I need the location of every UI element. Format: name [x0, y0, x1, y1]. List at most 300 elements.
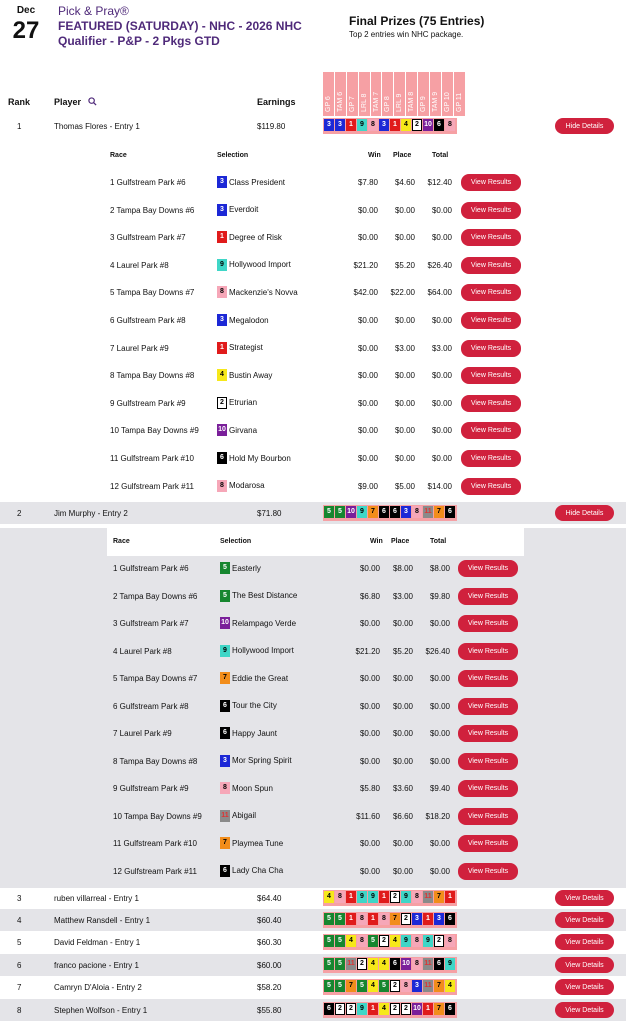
- saddlecloth-number: 8: [220, 782, 230, 794]
- saddlecloth-number: 8: [445, 935, 455, 947]
- race-result-row: [0, 253, 626, 279]
- view-results-button[interactable]: View Results: [458, 588, 518, 605]
- saddlecloth-number: 4: [379, 1003, 389, 1015]
- saddlecloth-number: 5: [220, 590, 230, 602]
- view-details-button[interactable]: View Details: [555, 912, 614, 928]
- saddlecloth-number: 3: [412, 980, 422, 992]
- view-details-button[interactable]: View Details: [555, 934, 614, 950]
- total-payout: $0.00: [429, 729, 450, 738]
- place-payout: $0.00: [394, 233, 415, 243]
- saddlecloth-number: 1: [379, 891, 389, 903]
- win-payout: $6.80: [359, 591, 380, 601]
- player-name[interactable]: Matthew Ransdell - Entry 1: [54, 916, 151, 925]
- selection: [217, 397, 257, 409]
- place-payout: $8.00: [392, 564, 413, 573]
- saddlecloth-number: 4: [390, 935, 400, 947]
- win-payout: $0.00: [357, 426, 378, 436]
- saddlecloth-number: 1: [217, 231, 227, 243]
- saddlecloth-number: 6: [220, 700, 230, 712]
- saddlecloth-number: 7: [434, 891, 444, 903]
- player-column-label: Player: [54, 97, 82, 107]
- leaderboard-row: [0, 976, 626, 998]
- race-column-label: GP 7: [348, 96, 356, 112]
- race-column-label: TAM 7: [372, 91, 380, 112]
- win-payout: $0.00: [357, 398, 378, 408]
- saddlecloth-number: 1: [390, 119, 400, 131]
- win-payout: $5.80: [359, 784, 380, 793]
- win-payout: $0.00: [359, 839, 380, 848]
- race-column-label: LRL 9: [396, 93, 404, 112]
- horse-name: Class President: [229, 177, 286, 187]
- total-payout: $8.00: [429, 564, 450, 573]
- view-results-button[interactable]: View Results: [461, 340, 521, 357]
- view-results-button[interactable]: View Results: [461, 202, 521, 219]
- place-payout: $0.00: [392, 619, 413, 628]
- total-payout: $0.00: [431, 454, 452, 463]
- entry-details-panel: [0, 528, 626, 888]
- place-payout: $0.00: [394, 371, 415, 381]
- rank-value: 5: [17, 938, 22, 947]
- race-column-header: [394, 72, 406, 116]
- horse-name: Everdoit: [229, 205, 259, 215]
- horse-name: Etrurian: [229, 398, 258, 408]
- saddlecloth-number: 6: [220, 727, 230, 739]
- saddlecloth-number: 7: [220, 672, 230, 684]
- win-payout: $21.20: [353, 260, 378, 270]
- selection: [220, 810, 256, 822]
- saddlecloth-number: 2: [434, 935, 444, 947]
- saddlecloth-number: 5: [335, 506, 345, 518]
- picks-strip: [323, 118, 457, 134]
- total-payout: $3.00: [431, 343, 452, 353]
- selection: [217, 259, 291, 271]
- selection: [217, 424, 257, 436]
- total-payout: $18.20: [425, 811, 450, 821]
- selection: [220, 562, 261, 574]
- selection: [217, 480, 265, 492]
- race-result-row: [0, 308, 626, 334]
- view-results-button[interactable]: View Results: [461, 478, 521, 495]
- saddlecloth-number: 9: [423, 935, 433, 947]
- win-payout: $0.00: [359, 701, 380, 711]
- total-payout: $9.80: [429, 591, 450, 601]
- rank-value: 6: [17, 961, 22, 970]
- details-header-selection: Selection: [217, 152, 249, 159]
- player-name[interactable]: franco pacione - Entry 1: [54, 961, 139, 970]
- saddlecloth-number: 4: [217, 369, 227, 381]
- place-payout: $4.60: [394, 178, 415, 187]
- picks-strip: [323, 505, 457, 521]
- saddlecloth-number: 5: [220, 562, 230, 574]
- race-result-row: [0, 776, 626, 802]
- place-payout: $22.00: [390, 288, 415, 298]
- view-results-button[interactable]: View Results: [458, 643, 518, 660]
- race-name: 12 Gulfstream Park #11: [113, 866, 197, 876]
- rank-value: 1: [17, 122, 22, 131]
- saddlecloth-number: 9: [401, 935, 411, 947]
- place-payout: $0.00: [394, 426, 415, 436]
- saddlecloth-number: 6: [324, 1003, 334, 1015]
- selection: [217, 204, 258, 216]
- selection: [220, 700, 277, 712]
- contest-header: [0, 0, 626, 60]
- race-result-row: [0, 363, 626, 389]
- race-name: 3 Gulfstream Park #7: [113, 619, 189, 628]
- saddlecloth-number: 3: [217, 176, 227, 188]
- view-results-button[interactable]: View Results: [458, 698, 518, 715]
- horse-name: Modarosa: [229, 481, 265, 491]
- race-result-row: [0, 170, 626, 196]
- total-payout: $0.00: [429, 866, 450, 876]
- saddlecloth-number: 8: [412, 891, 422, 903]
- saddlecloth-number: 3: [324, 119, 334, 131]
- race-name: 5 Tampa Bay Downs #7: [113, 674, 198, 683]
- leaderboard-row: [0, 909, 626, 931]
- saddlecloth-number: 3: [434, 913, 444, 925]
- race-column-label: TAM 6: [336, 91, 344, 112]
- saddlecloth-number: 8: [335, 891, 345, 903]
- race-name: 9 Gulfstream Park #9: [110, 398, 186, 408]
- view-results-button[interactable]: View Results: [458, 615, 518, 632]
- player-name[interactable]: Stephen Wolfson - Entry 1: [54, 1006, 148, 1015]
- earnings-value: $60.40: [257, 916, 282, 925]
- race-column-label: GP 8: [384, 96, 392, 112]
- player-name[interactable]: David Feldman - Entry 1: [54, 938, 141, 947]
- selection: [220, 865, 283, 877]
- saddlecloth-number: 8: [412, 506, 422, 518]
- saddlecloth-number: 3: [379, 119, 389, 131]
- race-result-row: [0, 666, 626, 692]
- saddlecloth-number: 8: [412, 958, 422, 970]
- selection: [217, 231, 282, 243]
- contest-title-line1: FEATURED (SATURDAY) - NHC - 2026 NHC: [58, 19, 302, 33]
- total-payout: $0.00: [431, 233, 452, 243]
- selection: [217, 176, 285, 188]
- place-payout: $0.00: [392, 866, 413, 876]
- view-details-button[interactable]: View Details: [555, 1002, 614, 1018]
- saddlecloth-number: 4: [401, 119, 411, 131]
- leaderboard-row: [0, 954, 626, 976]
- saddlecloth-number: 3: [220, 755, 230, 767]
- place-payout: $3.00: [394, 343, 415, 353]
- place-payout: $5.00: [394, 481, 415, 491]
- saddlecloth-number: 9: [368, 891, 378, 903]
- view-results-button[interactable]: View Results: [458, 725, 518, 742]
- race-column-label: GP 10: [443, 92, 451, 112]
- view-results-button[interactable]: View Results: [458, 863, 518, 880]
- selection: [217, 342, 263, 354]
- leaderboard-row: [0, 887, 626, 909]
- race-result-row: [0, 556, 626, 582]
- race-result-row: [0, 749, 626, 775]
- horse-name: Abigail: [232, 811, 257, 820]
- view-results-button[interactable]: View Results: [461, 395, 521, 412]
- horse-name: Degree of Risk: [229, 232, 282, 242]
- saddlecloth-number: 5: [324, 935, 334, 947]
- horse-name: Girvana: [229, 425, 258, 435]
- race-name: 1 Gulfstream Park #6: [110, 178, 186, 187]
- saddlecloth-number: 7: [390, 913, 400, 925]
- horse-name: Moon Spun: [232, 783, 273, 793]
- details-header-win: Win: [368, 152, 381, 159]
- rank-column-header: Rank: [8, 97, 31, 107]
- player-name[interactable]: Jim Murphy - Entry 2: [54, 509, 128, 518]
- race-name: 11 Gulfstream Park #10: [113, 839, 197, 848]
- details-header-race: Race: [113, 538, 130, 545]
- saddlecloth-number: 3: [412, 913, 422, 925]
- leaderboard-row: [0, 999, 626, 1021]
- place-payout: $0.00: [392, 729, 413, 738]
- saddlecloth-number: 6: [445, 913, 455, 925]
- hide-details-button[interactable]: Hide Details: [555, 118, 614, 134]
- view-results-button[interactable]: View Results: [458, 780, 518, 797]
- win-payout: $11.60: [356, 811, 380, 821]
- earnings-value: $119.80: [257, 122, 286, 131]
- saddlecloth-number: 10: [217, 424, 227, 436]
- details-header-row: [107, 528, 524, 556]
- saddlecloth-number: 3: [401, 506, 411, 518]
- race-columns-header: [323, 72, 466, 116]
- saddlecloth-number: 5: [335, 980, 345, 992]
- saddlecloth-number: 2: [390, 891, 400, 903]
- saddlecloth-number: 11: [423, 958, 433, 970]
- place-payout: $0.00: [392, 701, 413, 711]
- place-payout: $0.00: [394, 316, 415, 325]
- player-name[interactable]: Camryn D'Aloia - Entry 2: [54, 983, 142, 992]
- saddlecloth-number: 3: [217, 204, 227, 216]
- prize-info: [349, 14, 619, 40]
- race-result-row: [0, 198, 626, 224]
- view-details-button[interactable]: View Details: [555, 890, 614, 906]
- selection: [220, 672, 288, 684]
- saddlecloth-number: 1: [346, 913, 356, 925]
- total-payout: $0.00: [431, 205, 452, 215]
- total-payout: $14.00: [427, 481, 452, 491]
- selection: [220, 755, 292, 767]
- view-results-button[interactable]: View Results: [458, 835, 518, 852]
- total-payout: $0.00: [431, 426, 452, 436]
- saddlecloth-number: 2: [217, 397, 227, 409]
- saddlecloth-number: 8: [445, 119, 455, 131]
- player-name[interactable]: Thomas Flores - Entry 1: [54, 122, 140, 131]
- saddlecloth-number: 2: [335, 1003, 345, 1015]
- selection: [217, 314, 269, 326]
- race-name: 1 Gulfstream Park #6: [113, 564, 189, 573]
- race-name: 9 Gulfstream Park #9: [113, 784, 189, 793]
- win-payout: $42.00: [353, 288, 378, 298]
- race-column-header: [359, 72, 371, 116]
- view-results-button[interactable]: View Results: [461, 229, 521, 246]
- saddlecloth-number: 11: [423, 980, 433, 992]
- place-payout: $6.60: [392, 811, 413, 821]
- race-name: 10 Tampa Bay Downs #9: [113, 811, 202, 821]
- view-results-button[interactable]: View Results: [461, 284, 521, 301]
- race-result-row: [0, 831, 626, 857]
- saddlecloth-number: 10: [423, 119, 433, 131]
- view-results-button[interactable]: View Results: [461, 450, 521, 467]
- place-payout: $5.20: [392, 646, 413, 656]
- selection: [217, 286, 298, 298]
- saddlecloth-number: 10: [412, 1003, 422, 1015]
- hide-details-button[interactable]: Hide Details: [555, 505, 614, 521]
- race-column-header: [430, 72, 442, 116]
- search-icon[interactable]: [88, 97, 97, 106]
- saddlecloth-number: 2: [357, 958, 367, 970]
- race-result-row: [0, 225, 626, 251]
- saddlecloth-number: 10: [220, 617, 230, 629]
- saddlecloth-number: 6: [445, 1003, 455, 1015]
- saddlecloth-number: 8: [401, 980, 411, 992]
- view-results-button[interactable]: View Results: [458, 808, 518, 825]
- horse-name: Hold My Bourbon: [229, 453, 291, 463]
- player-column-header[interactable]: [54, 97, 97, 107]
- details-header-place: Place: [391, 538, 410, 545]
- race-column-header: [442, 72, 454, 116]
- race-name: 7 Laurel Park #9: [110, 343, 169, 353]
- race-name: 6 Gulfstream Park #8: [110, 316, 186, 325]
- view-results-button[interactable]: View Results: [458, 753, 518, 770]
- saddlecloth-number: 3: [335, 119, 345, 131]
- race-name: 5 Tampa Bay Downs #7: [110, 288, 195, 298]
- saddlecloth-number: 9: [401, 891, 411, 903]
- rank-value: 3: [17, 894, 22, 903]
- leaderboard-row: [0, 115, 626, 137]
- place-payout: $0.00: [392, 839, 413, 848]
- saddlecloth-number: 5: [335, 935, 345, 947]
- saddlecloth-number: 4: [379, 958, 389, 970]
- saddlecloth-number: 8: [368, 119, 378, 131]
- horse-name: The Best Distance: [232, 591, 298, 600]
- saddlecloth-number: 4: [324, 891, 334, 903]
- saddlecloth-number: 2: [401, 913, 411, 925]
- total-payout: $9.40: [429, 784, 450, 793]
- saddlecloth-number: 7: [368, 506, 378, 518]
- view-results-button[interactable]: View Results: [461, 312, 521, 329]
- horse-name: Strategist: [229, 343, 263, 353]
- place-payout: $0.00: [394, 398, 415, 408]
- race-result-row: [0, 804, 626, 830]
- saddlecloth-number: 5: [335, 958, 345, 970]
- saddlecloth-number: 7: [346, 980, 356, 992]
- saddlecloth-number: 5: [368, 935, 378, 947]
- win-payout: $9.00: [357, 481, 378, 491]
- race-name: 12 Gulfstream Park #11: [110, 481, 194, 491]
- entry-details-panel: [0, 142, 626, 503]
- race-name: 4 Laurel Park #8: [110, 260, 169, 270]
- saddlecloth-number: 9: [220, 645, 230, 657]
- horse-name: Bustin Away: [229, 370, 273, 380]
- race-result-row: [0, 280, 626, 306]
- saddlecloth-number: 4: [368, 980, 378, 992]
- view-results-button[interactable]: View Results: [461, 367, 521, 384]
- saddlecloth-number: 5: [324, 980, 334, 992]
- saddlecloth-number: 1: [423, 913, 433, 925]
- place-payout: $0.00: [394, 205, 415, 215]
- saddlecloth-number: 1: [445, 891, 455, 903]
- race-result-row: [0, 474, 626, 500]
- race-name: 3 Gulfstream Park #7: [110, 233, 186, 243]
- total-payout: $0.00: [429, 839, 450, 848]
- selection: [217, 369, 272, 381]
- race-column-header: [406, 72, 418, 116]
- view-results-button[interactable]: View Results: [458, 560, 518, 577]
- view-results-button[interactable]: View Results: [461, 257, 521, 274]
- horse-name: Megalodon: [229, 315, 269, 325]
- place-payout: $3.00: [392, 591, 413, 601]
- win-payout: $0.00: [359, 756, 380, 766]
- prizes-title: Final Prizes (75 Entries): [349, 14, 485, 28]
- date-day: 27: [12, 17, 40, 44]
- win-payout: $21.20: [355, 646, 380, 656]
- saddlecloth-number: 6: [379, 506, 389, 518]
- race-column-header: [454, 72, 466, 116]
- view-details-button[interactable]: View Details: [555, 979, 614, 995]
- total-payout: $0.00: [431, 398, 452, 408]
- saddlecloth-number: 6: [390, 958, 400, 970]
- saddlecloth-number: 5: [324, 913, 334, 925]
- saddlecloth-number: 6: [434, 119, 444, 131]
- horse-name: Tour the City: [232, 701, 277, 710]
- saddlecloth-number: 11: [220, 810, 230, 822]
- saddlecloth-number: 5: [324, 958, 334, 970]
- saddlecloth-number: 1: [368, 913, 378, 925]
- player-name[interactable]: ruben villarreal - Entry 1: [54, 894, 139, 903]
- saddlecloth-number: 2: [379, 935, 389, 947]
- view-results-button[interactable]: View Results: [461, 174, 521, 191]
- saddlecloth-number: 1: [217, 342, 227, 354]
- place-payout: $0.00: [394, 454, 415, 463]
- total-payout: $0.00: [429, 701, 450, 711]
- saddlecloth-number: 9: [357, 891, 367, 903]
- saddlecloth-number: 1: [346, 891, 356, 903]
- earnings-value: $60.00: [257, 961, 282, 970]
- view-details-button[interactable]: View Details: [555, 957, 614, 973]
- total-payout: $64.00: [427, 288, 452, 298]
- earnings-value: $64.40: [257, 894, 282, 903]
- date-month: Dec: [16, 5, 36, 16]
- saddlecloth-number: 8: [217, 286, 227, 298]
- earnings-value: $58.20: [257, 983, 282, 992]
- saddlecloth-number: 6: [445, 506, 455, 518]
- selection: [220, 837, 283, 849]
- race-column-label: GP 11: [455, 92, 463, 112]
- race-result-row: [0, 721, 626, 747]
- prizes-subtitle: Top 2 entries win NHC package.: [349, 30, 464, 39]
- saddlecloth-number: 11: [346, 958, 356, 970]
- race-name: 8 Tampa Bay Downs #8: [110, 371, 195, 381]
- horse-name: Easterly: [232, 563, 261, 573]
- view-results-button[interactable]: View Results: [461, 422, 521, 439]
- win-payout: $7.80: [357, 178, 378, 187]
- win-payout: $0.00: [359, 729, 380, 738]
- saddlecloth-number: 11: [423, 506, 433, 518]
- picks-strip: [323, 890, 457, 906]
- view-results-button[interactable]: View Results: [458, 670, 518, 687]
- race-result-row: [0, 694, 626, 720]
- details-header-win: Win: [370, 538, 383, 545]
- race-result-row: [0, 639, 626, 665]
- earnings-value: $71.80: [257, 509, 282, 518]
- total-payout: $0.00: [429, 756, 450, 766]
- earnings-value: $60.30: [257, 938, 282, 947]
- race-column-label: TAM 9: [432, 91, 440, 112]
- saddlecloth-number: 9: [357, 119, 367, 131]
- saddlecloth-number: 4: [346, 935, 356, 947]
- win-payout: $0.00: [359, 619, 380, 628]
- picks-strip: [323, 912, 457, 928]
- contest-titles: [58, 4, 338, 49]
- race-column-header: [382, 72, 394, 116]
